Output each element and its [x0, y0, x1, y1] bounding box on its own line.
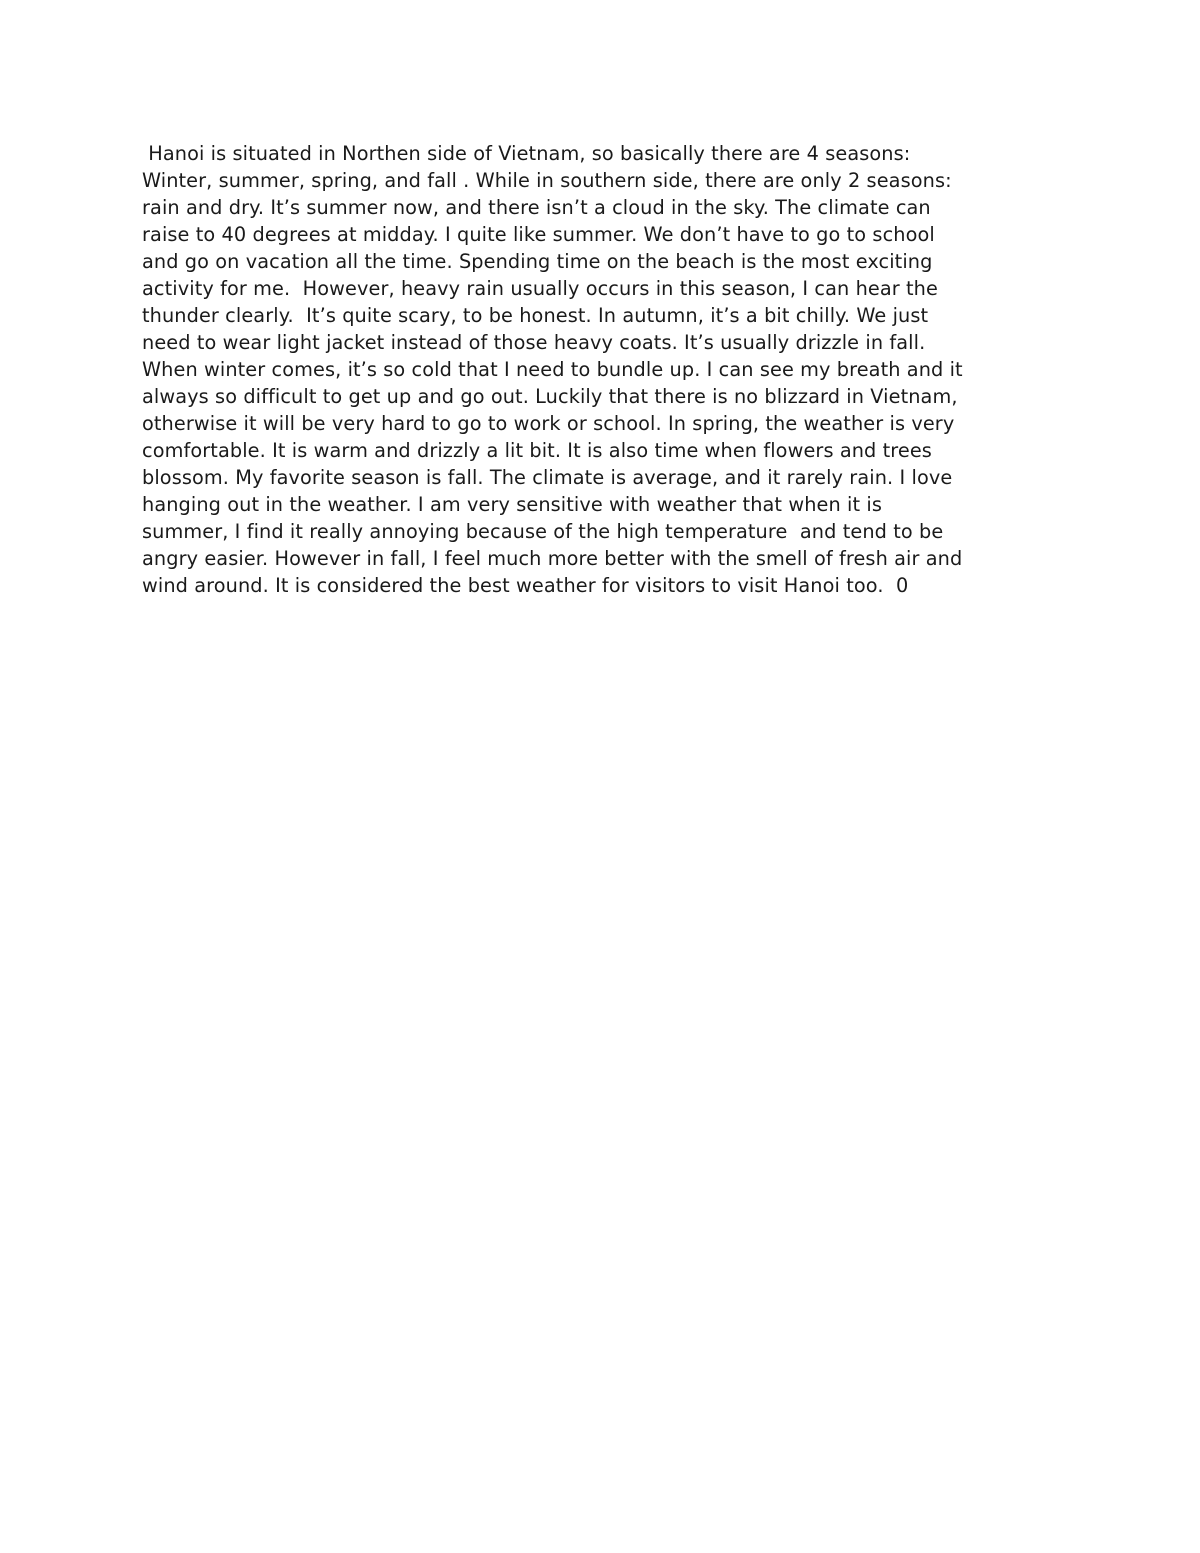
paragraph-line: angry easier. However in fall, I feel much more better with the smell of fresh air and [142, 547, 963, 570]
paragraph-line: otherwise it will be very hard to go to work or school. In spring, the weather is very [142, 412, 955, 435]
paragraph-line: need to wear light jacket instead of those heavy coats. It’s usually drizzle in fall. [142, 331, 926, 354]
paragraph-line: blossom. My favorite season is fall. The climate is average, and it rarely rain. I love [142, 466, 953, 489]
paragraph-line: comfortable. It is warm and drizzly a lit bit. It is also time when flowers and trees [142, 439, 932, 462]
paragraph-line: When winter comes, it’s so cold that I need to bundle up. I can see my breath and it [142, 358, 963, 381]
paragraph-line: always so difficult to get up and go out. Luckily that there is no blizzard in Vietnam, [142, 385, 958, 408]
paragraph-line: wind around. It is considered the best weather for visitors to visit Hanoi too. 0 [142, 574, 909, 597]
paragraph-line: summer, I find it really annoying because of the high temperature and tend to be [142, 520, 944, 543]
paragraph-line: raise to 40 degrees at midday. I quite like summer. We don’t have to go to school [142, 223, 935, 246]
paragraph-line: Winter, summer, spring, and fall . While in southern side, there are only 2 seasons: [142, 169, 952, 192]
paragraph-line: Hanoi is situated in Northen side of Vietnam, so basically there are 4 seasons: [142, 142, 911, 165]
essay-paragraph [142, 140, 1072, 599]
paragraph-line: hanging out in the weather. I am very sensitive with weather that when it is [142, 493, 882, 516]
paragraph-line: and go on vacation all the time. Spending time on the beach is the most exciting [142, 250, 933, 273]
paragraph-line: activity for me. However, heavy rain usually occurs in this season, I can hear the [142, 277, 938, 300]
paragraph-line: thunder clearly. It’s quite scary, to be honest. In autumn, it’s a bit chilly. We just [142, 304, 929, 327]
paragraph-line: rain and dry. It’s summer now, and there isn’t a cloud in the sky. The climate can [142, 196, 931, 219]
